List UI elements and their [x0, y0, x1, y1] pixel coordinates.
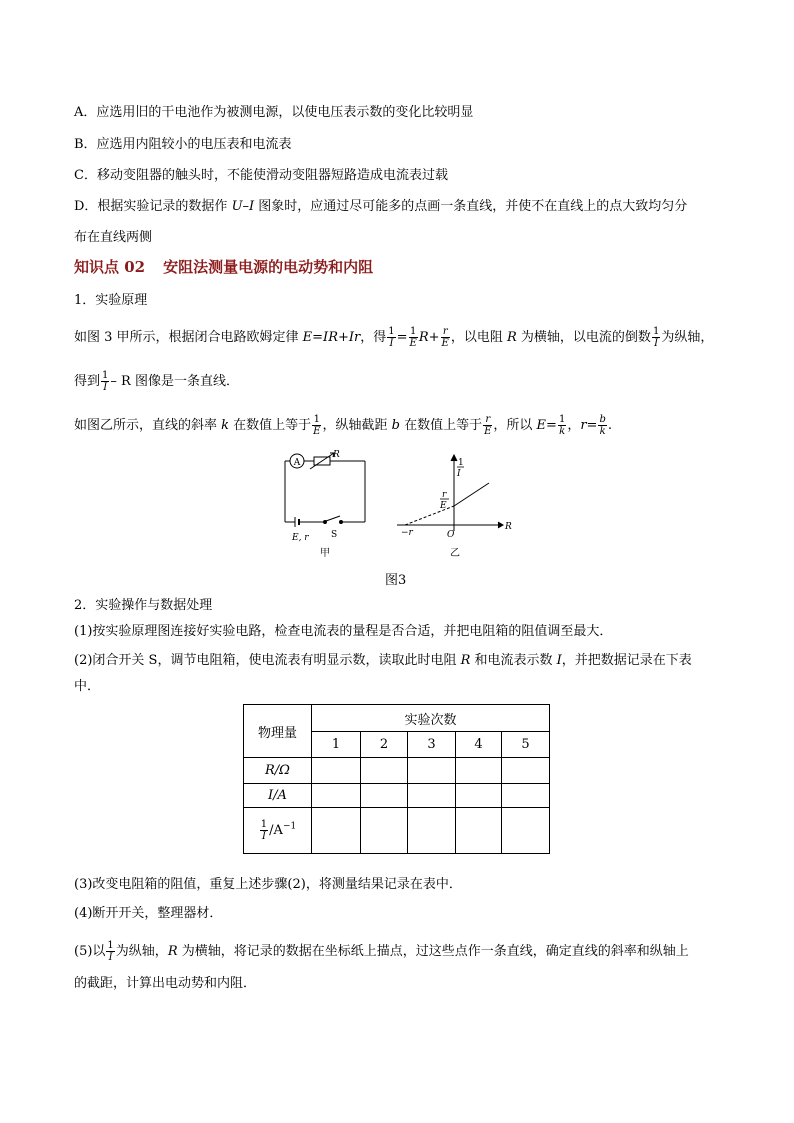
- step-3: (3)改变电阻箱的阻值，重复上述步骤(2)，将测量结果记录在表中．: [74, 877, 462, 892]
- fraction-r-over-e: $\frac{r}{E}$: [441, 326, 449, 349]
- principle-paragraph-3: 如图乙所示，直线的斜率 k 在数值上等于 $\frac{1}{E}$ ，纵轴截距 b 在数值上等于 $\frac{r}{E}$ ，所以 E= $\frac{1}{k}$ ，r= $\frac{b}{k}$ .: [74, 414, 612, 437]
- ammeter-label: A: [293, 458, 301, 468]
- neg-r-label: −r: [401, 528, 413, 538]
- data-table: [243, 704, 550, 854]
- principle-paragraph-2: 得到 $\frac{1}{I}$ – R 图像是一条直线．: [74, 370, 239, 393]
- option-c: C．移动变阻器的触头时，不能使滑动变阻器短路造成电流表过载: [74, 168, 448, 183]
- row-label-inverse-i: $\frac{1}{I}$ $/A^{-1}$: [244, 808, 312, 854]
- section-number: 知识点 02: [74, 258, 146, 276]
- source-label: E, r: [292, 533, 309, 543]
- switch-label: S: [331, 530, 338, 540]
- y-axis-label-num: 1: [458, 458, 464, 468]
- y-axis-label-den: I: [457, 469, 461, 479]
- fit-line: [454, 483, 489, 506]
- graph-caption: 乙: [450, 548, 460, 559]
- fraction-r-result: $\frac{b}{k}$: [599, 414, 606, 437]
- option-a: A．应选用旧的干电池作为被测电源，以使电压表示数的变化比较明显: [74, 105, 474, 120]
- trial-header: 5: [502, 732, 550, 758]
- intercept-num: r: [442, 490, 447, 500]
- figure-caption: 图3: [385, 573, 407, 588]
- fraction-e-result: $\frac{1}{k}$: [558, 414, 566, 437]
- fraction-intercept: $\frac{r}{E}$: [484, 414, 492, 437]
- intercept-den: E: [440, 501, 447, 511]
- x-axis-label: R: [505, 522, 512, 532]
- option-b: B．应选用内阻较小的电压表和电流表: [74, 137, 292, 152]
- extrapolated-line: [405, 506, 454, 525]
- fraction-one-over-e: $\frac{1}{E}$: [409, 326, 417, 349]
- step-1: (1)按实验原理图连接好实验电路，检查电流表的量程是否合适，并把电阻箱的阻值调至最大．: [74, 624, 613, 639]
- graph-diagram: [397, 455, 503, 531]
- step-5-continued: 的截距，计算出电动势和内阻．: [74, 976, 257, 991]
- step-2-continued: 中．: [74, 679, 101, 694]
- fraction-one-over-i-4: $\frac{1}{I}$: [107, 940, 114, 963]
- table-row: [244, 758, 550, 784]
- trial-header: 4: [456, 732, 502, 758]
- row-label-i: I/A: [244, 784, 312, 808]
- fraction-one-over-i-3: $\frac{1}{I}$: [102, 370, 109, 393]
- procedure-heading: 2．实验操作与数据处理: [74, 598, 213, 613]
- row-label-r: R/Ω: [244, 758, 312, 784]
- table-row: [244, 784, 550, 808]
- principle-heading: 1．实验原理: [74, 293, 148, 308]
- fraction-slope: $\frac{1}{E}$: [313, 414, 321, 437]
- option-d: D．根据实验记录的数据作 U–I 图象时，应通过尽可能多的点画一条直线，并使不在直线上的点大致均匀分: [74, 199, 688, 214]
- resistor-label: R: [333, 450, 340, 460]
- step-5: (5)以 $\frac{1}{I}$ 为纵轴，R 为横轴，将记录的数据在坐标纸上描点，过这些点作一条直线，确定直线的斜率和纵轴上: [74, 940, 689, 963]
- step-4: (4)断开开关，整理器材．: [74, 906, 223, 921]
- trial-header: 1: [312, 732, 361, 758]
- circuit-caption: 甲: [320, 548, 330, 559]
- table-group-header: 实验次数: [312, 705, 550, 732]
- origin-label: O: [447, 530, 455, 540]
- switch-lever: [326, 516, 340, 521]
- figure-3: [270, 445, 520, 570]
- section-title: 安阻法测量电源的电动势和内阻: [163, 258, 374, 276]
- principle-paragraph-1: 如图 3 甲所示，根据闭合电路欧姆定律 E=IR+Ir，得 $\frac{1}{I}$ = $\frac{1}{E}$ R+ $\frac{r}{E}$ ，以电阻 R 为横轴，以电流的倒数 $\frac{1}{I}$ 为纵轴，: [74, 326, 714, 349]
- section-heading: [74, 256, 373, 277]
- step-2: (2)闭合开关 S，调节电阻箱，使电流表有明显示数，读取此时电阻 R 和电流表示数 I，并把数据记录在下表: [74, 653, 692, 668]
- table-corner: 物理量: [244, 705, 312, 758]
- table-row: [244, 808, 550, 854]
- fraction-one-over-i: $\frac{1}{I}$: [388, 326, 395, 349]
- trial-header: 2: [361, 732, 408, 758]
- option-d-continued: 布在直线两侧: [74, 230, 153, 245]
- trial-header: 3: [408, 732, 456, 758]
- fraction-one-over-i-2: $\frac{1}{I}$: [652, 326, 660, 349]
